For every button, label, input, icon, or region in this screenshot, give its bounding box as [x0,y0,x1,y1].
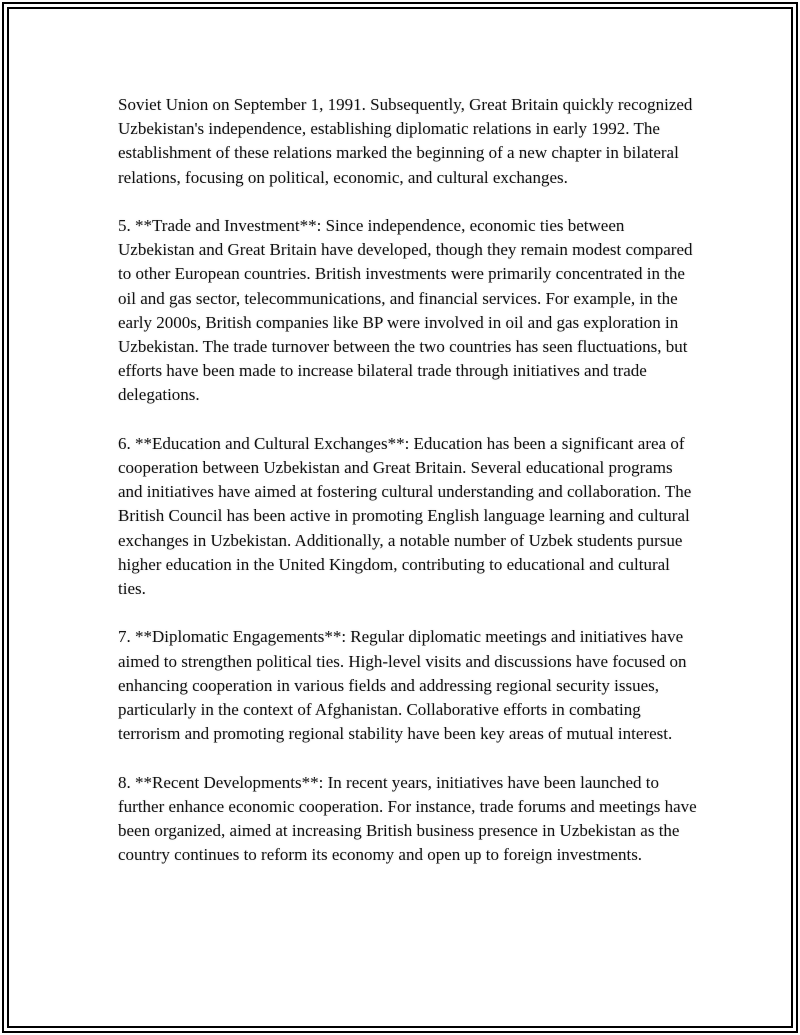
paragraph-diplomatic-engagements: 7. **Diplomatic Engagements**: Regular diplomatic meetings and initiatives have aimed to strengthen political ties. High-level visits and discussions have focused on enhancing cooperation in various fields and addressing regional security issues, particularly in the context of Afghanistan. Collaborative efforts in combating terrorism and promoting regional stability have been key areas of mutual interest. [118,627,687,744]
paragraph-trade-investment: 5. **Trade and Investment**: Since independence, economic ties between Uzbekistan and Great Britain have developed, though they remain modest compared to other European countries. British investments were primarily concentrated in the oil and gas sector, telecommunications, and financial services. For example, in the early 2000s, British companies like BP were involved in oil and gas exploration in Uzbekistan. The trade turnover between the two countries has seen fluctuations, but efforts have been made to increase bilateral trade through initiatives and trade delegations. [118,216,693,405]
paragraph-recent-developments: 8. **Recent Developments**: In recent years, initiatives have been launched to further enhance economic cooperation. For instance, trade forums and meetings have been organized, aimed at increasing British business presence in Uzbekistan as the country continues to reform its economy and open up to foreign investments. [118,772,697,865]
paragraph-independence-recognition: Soviet Union on September 1, 1991. Subsequently, Great Britain quickly recognized Uzbekistan's independence, establishing diplomatic relations in early 1992. The establishment of these relations marked the beginning of a new chapter in bilateral relations, focusing on political, economic, and cultural exchanges. [118,95,693,187]
document-body [118,93,698,892]
paragraph-education-cultural: 6. **Education and Cultural Exchanges**: Education has been a significant area of cooperation between Uzbekistan and Great Britain. Several educational programs and initiatives have aimed at fostering cultural understanding and collaboration. The British Council has been active in promoting English language learning and cultural exchanges in Uzbekistan. Additionally, a notable number of Uzbek students pursue higher education in the United Kingdom, contributing to educational and cultural ties. [118,433,692,599]
